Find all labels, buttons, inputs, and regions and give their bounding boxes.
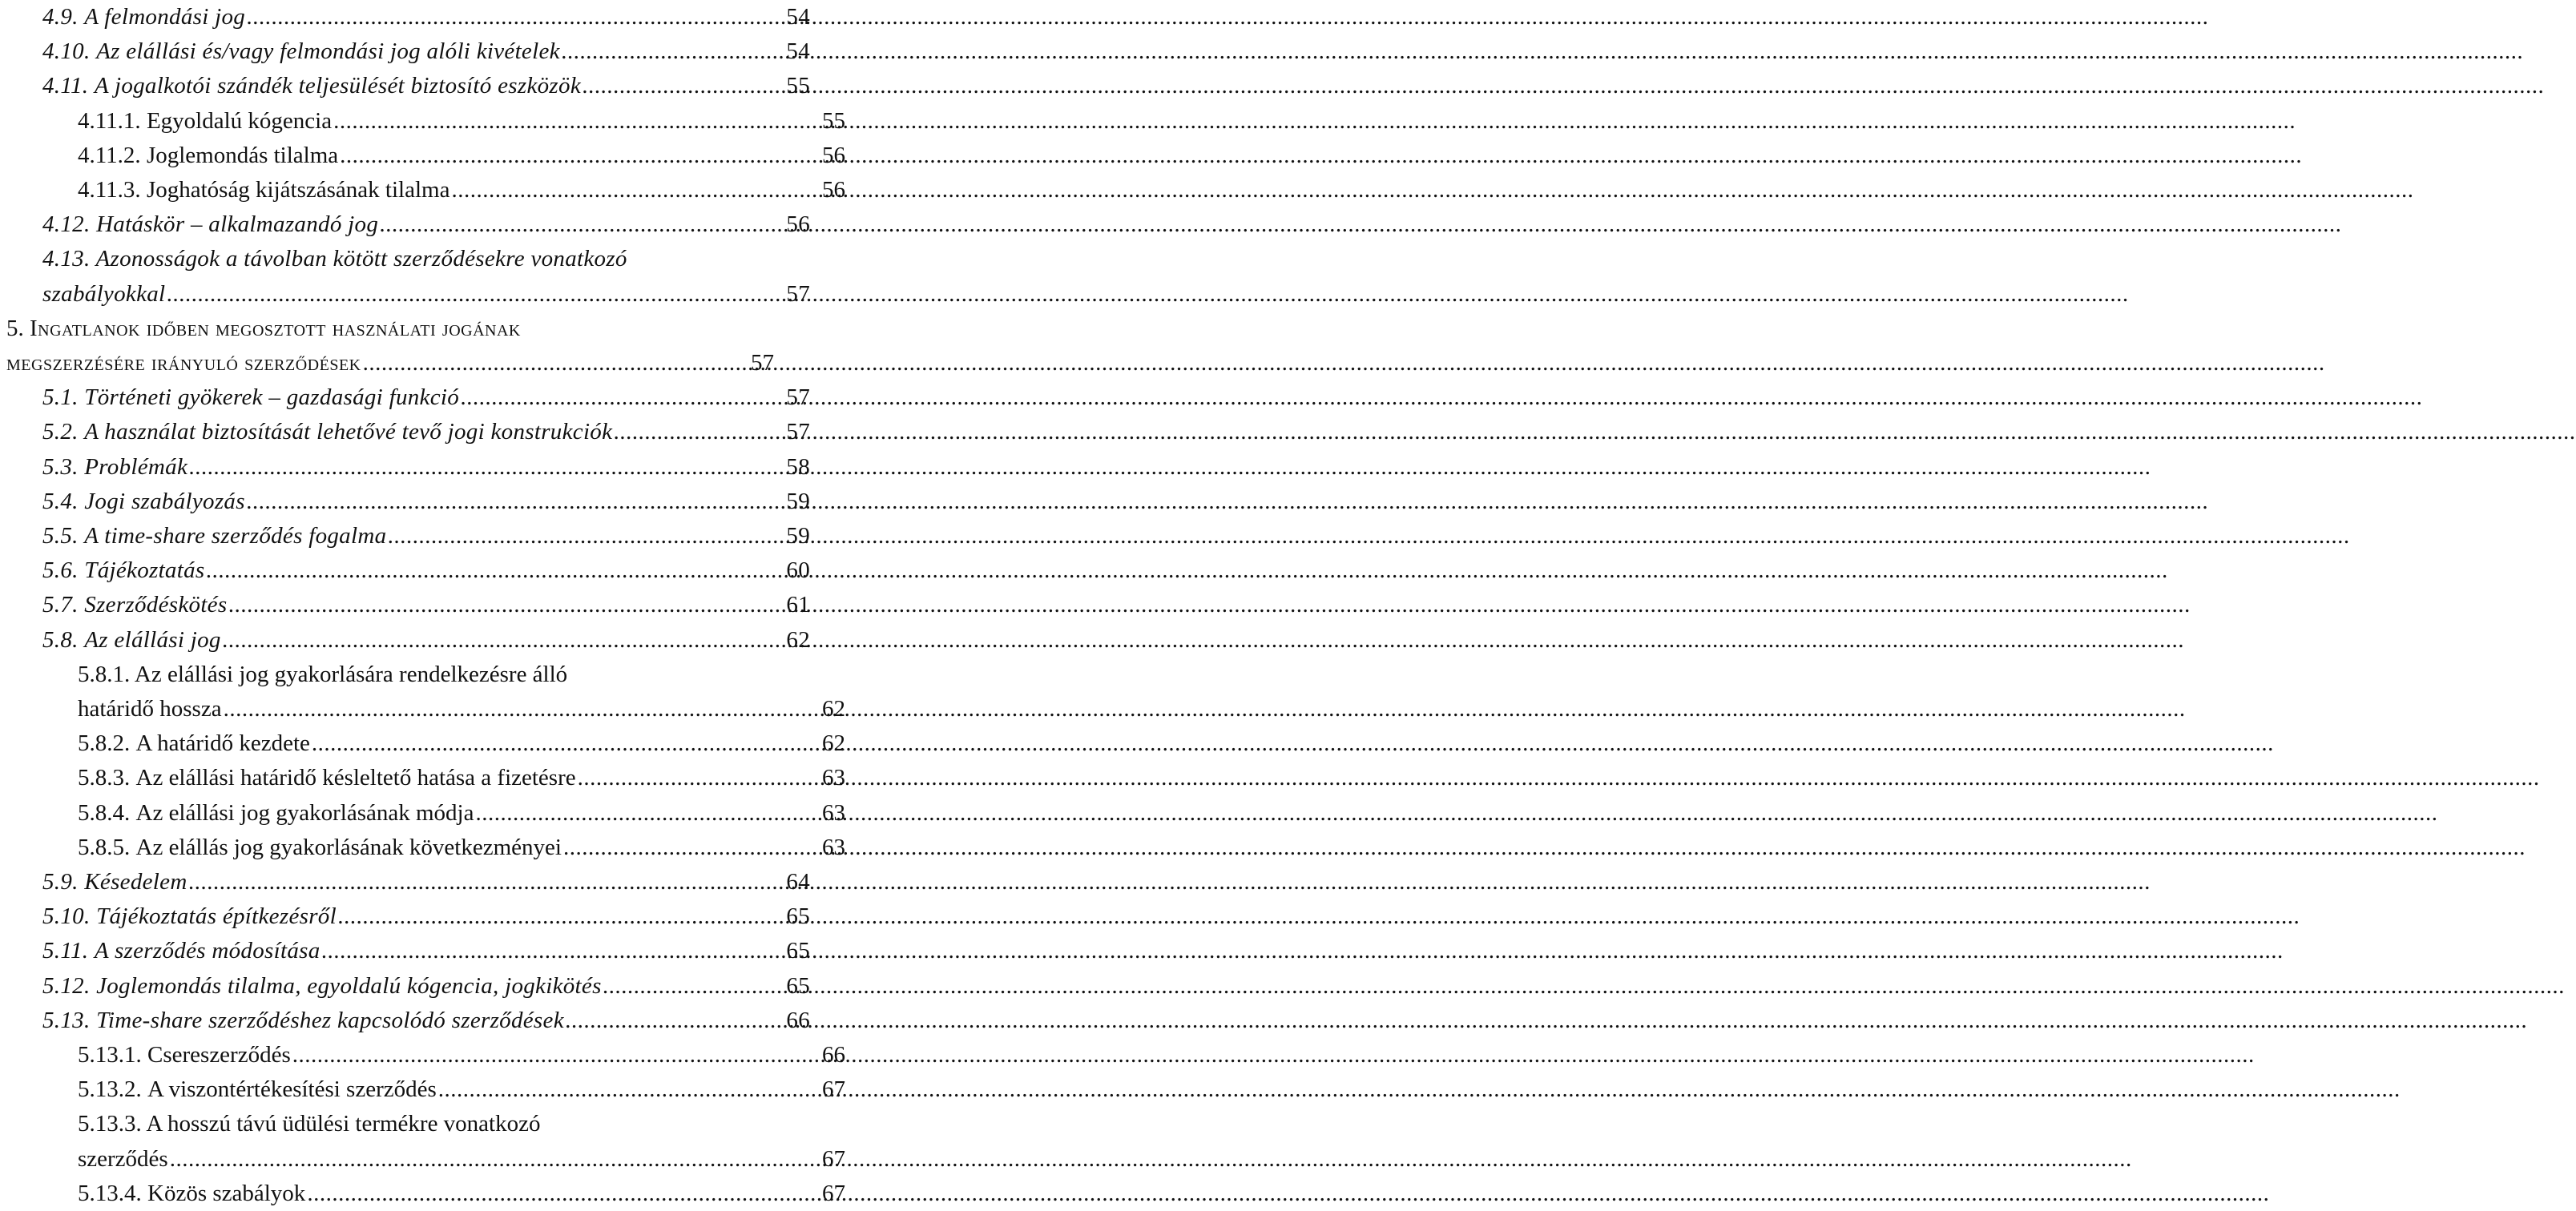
toc-leader-dots <box>168 1142 822 1177</box>
toc-entry-number: 4.11.3. <box>78 177 141 203</box>
toc-entry[interactable] <box>0 415 810 449</box>
toc-entry-title: Time-share szerződéshez kapcsolódó szerződések <box>96 1007 564 1033</box>
toc-entry-title: Szerződéskötés <box>84 592 228 618</box>
toc-page-number: 67 <box>822 1076 845 1103</box>
toc-page-number: 65 <box>786 903 810 930</box>
toc-entry-title: Tájékoztatás <box>84 557 205 584</box>
toc-leader-dots <box>474 796 822 831</box>
toc-entry[interactable] <box>0 0 810 34</box>
toc-entry-title: Joghatóság kijátszásának tilalma <box>146 177 450 203</box>
toc-leader-dots <box>612 415 786 449</box>
toc-entry-number: 5.5. <box>42 523 79 549</box>
toc-entry[interactable] <box>0 104 845 139</box>
toc-page-number: 63 <box>822 765 845 791</box>
toc-entry-title: A felmondási jog <box>84 4 246 30</box>
toc-entry[interactable] <box>0 1038 845 1072</box>
toc-entry-title: Közös szabályok <box>147 1180 306 1206</box>
toc-entry-title: Problémák <box>84 453 188 480</box>
toc-page-number: 65 <box>786 938 810 964</box>
toc-entry-number: 5.13.2. <box>78 1076 142 1103</box>
toc-entry[interactable] <box>0 899 810 934</box>
toc-entry[interactable] <box>0 831 845 865</box>
toc-page-number: 59 <box>786 488 810 514</box>
toc-page-number: 63 <box>822 834 845 860</box>
toc-entry[interactable] <box>0 623 810 658</box>
toc-page-number: 56 <box>786 211 810 238</box>
toc-entry-number: 5.1. <box>42 384 79 411</box>
toc-entry-title: A szerződés módosítása <box>94 938 320 964</box>
toc-entry-title: A határidő kezdete <box>135 730 310 757</box>
toc-page-number: 56 <box>822 177 845 203</box>
toc-leader-dots <box>187 450 786 485</box>
toc-entry-title: A hosszú távú üdülési termékre vonatkozó <box>146 1111 541 1137</box>
toc-leader-dots <box>245 0 786 34</box>
toc-leader-dots <box>602 969 787 1004</box>
toc-leader-dots <box>310 726 822 761</box>
toc-entry-number: 4.12. <box>42 211 91 238</box>
toc-page-number: 61 <box>786 592 810 618</box>
toc-entry-title-continued: szabályokkal <box>42 280 166 307</box>
toc-page-number: 58 <box>786 453 810 480</box>
toc-entry[interactable] <box>0 380 810 415</box>
toc-leader-dots <box>320 934 787 968</box>
toc-entry-number: 5.8.4. <box>78 799 131 826</box>
toc-entry-title-continued: határidő hossza <box>78 696 222 722</box>
toc-page-number: 55 <box>786 73 810 99</box>
toc-entry[interactable] <box>0 1072 845 1107</box>
toc-page-number: 57 <box>786 280 810 307</box>
toc-entry-title: Az elállási és/vagy felmondási jog alóli kivételek <box>96 38 560 65</box>
toc-leader-dots <box>437 1072 822 1107</box>
toc-entry-number: 5.13.4. <box>78 1180 142 1206</box>
toc-entry[interactable] <box>0 69 810 103</box>
toc-leader-dots <box>562 831 822 865</box>
toc-entry-number: 5.2. <box>42 419 79 445</box>
toc-entry-continuation[interactable] <box>0 1142 845 1177</box>
toc-entry[interactable] <box>0 485 810 519</box>
toc-entry-line <box>0 1107 541 1141</box>
toc-entry-number: 5.3. <box>42 453 79 480</box>
toc-page-number: 57 <box>786 419 810 445</box>
toc-entry-line <box>0 312 521 346</box>
toc-leader-dots <box>378 207 786 242</box>
toc-page-number: 63 <box>822 799 845 826</box>
toc-entry-title: A viszontértékesítési szerződés <box>147 1076 437 1103</box>
toc-entry[interactable] <box>0 553 810 588</box>
toc-entry-title: Azonosságok a távolban kötött szerződésekre vonatkozó <box>95 246 627 272</box>
toc-leader-dots <box>305 1177 822 1211</box>
toc-leader-dots <box>227 588 786 622</box>
toc-entry[interactable] <box>0 207 810 242</box>
toc-entry-continuation[interactable] <box>0 692 845 726</box>
toc-entry-number: 5.13.3. <box>78 1111 147 1137</box>
toc-entry-number: 5.13.1. <box>78 1042 142 1068</box>
toc-entry-title: Ingatlanok időben megosztott használati jogának <box>30 315 521 341</box>
toc-entry[interactable] <box>0 796 845 831</box>
toc-entry-title-continued: szerződés <box>78 1145 168 1172</box>
toc-entry[interactable] <box>0 173 845 207</box>
toc-leader-dots <box>332 104 822 139</box>
toc-entry-number: 4.9. <box>42 4 79 30</box>
toc-entry-number: 5.12. <box>42 972 91 999</box>
toc-page-number: 56 <box>822 142 845 168</box>
toc-entry[interactable] <box>0 726 845 761</box>
toc-entry-number: 5. <box>6 315 30 341</box>
toc-page-number: 54 <box>786 4 810 30</box>
toc-entry-title: Hatáskör – alkalmazandó jog <box>96 211 379 238</box>
toc-entry-title: Az elállás jog gyakorlásának következményei <box>135 834 562 860</box>
toc-entry-number: 4.10. <box>42 38 91 65</box>
toc-page-number: 62 <box>822 730 845 757</box>
toc-leader-dots <box>564 1004 787 1038</box>
toc-entry-title: A jogalkotói szándék teljesülését biztosító eszközök <box>94 73 581 99</box>
toc-entry-number: 5.7. <box>42 592 79 618</box>
toc-entry-title: Az elállási jog <box>84 626 221 653</box>
toc-entry-title: A használat biztosítását lehetővé tevő jogi konstrukciók <box>84 419 613 445</box>
toc-entry[interactable] <box>0 969 810 1004</box>
toc-page-number: 66 <box>786 1007 810 1033</box>
toc-entry-number: 5.8. <box>42 626 79 653</box>
toc-entry-number: 4.11.2. <box>78 142 141 168</box>
toc-leader-dots <box>245 485 787 519</box>
toc-entry-title: Történeti gyökerek – gazdasági funkció <box>84 384 460 411</box>
toc-entry-number: 4.13. <box>42 246 96 272</box>
toc-page-number: 54 <box>786 38 810 65</box>
toc-entry-number: 5.11. <box>42 938 89 964</box>
toc-entry-number: 5.8.1. <box>78 661 135 687</box>
toc-page-number: 57 <box>786 384 810 411</box>
toc-leader-dots <box>338 139 822 173</box>
toc-entry-number: 5.8.3. <box>78 765 131 791</box>
toc-leader-dots <box>560 34 787 69</box>
toc-page-number: 67 <box>822 1145 845 1172</box>
toc-entry[interactable] <box>0 519 810 553</box>
toc-entry-title: Joglemondás tilalma, egyoldalú kógencia, jogkikötés <box>96 972 602 999</box>
toc-entry[interactable] <box>0 865 810 899</box>
toc-entry-title: Tájékoztatás építkezésről <box>96 903 337 930</box>
toc-page-number: 65 <box>786 972 810 999</box>
toc-entry[interactable] <box>0 450 810 485</box>
toc-page-number: 60 <box>786 557 810 584</box>
toc-leader-dots <box>222 692 822 726</box>
toc-entry-number: 5.4. <box>42 488 79 514</box>
toc-leader-dots <box>337 899 786 934</box>
toc-entry-number: 5.10. <box>42 903 91 930</box>
toc-leader-dots <box>449 173 822 207</box>
toc-entry-title: A time-share szerződés fogalma <box>84 523 387 549</box>
toc-entry-number: 5.8.2. <box>78 730 131 757</box>
toc-entry[interactable] <box>0 34 810 69</box>
toc-page-number: 59 <box>786 523 810 549</box>
toc-entry-continuation[interactable] <box>0 277 810 312</box>
toc-entry-number: 4.11.1. <box>78 107 141 134</box>
toc-entry-title: Az elállási jog gyakorlására rendelkezésre álló <box>134 661 568 687</box>
toc-leader-dots <box>576 761 822 795</box>
toc-entry[interactable] <box>0 588 810 622</box>
toc-entry-number: 5.13. <box>42 1007 91 1033</box>
toc-leader-dots <box>291 1038 822 1072</box>
toc-entry-title: Jogi szabályozás <box>84 488 245 514</box>
toc-entry-title: Egyoldalú kógencia <box>146 107 333 134</box>
toc-entry-title-continued: megszerzésére irányuló szerződések <box>6 350 361 376</box>
toc-leader-dots <box>581 69 786 103</box>
toc-entry-title: Joglemondás tilalma <box>146 142 339 168</box>
toc-entry-title: Késedelem <box>84 869 187 895</box>
toc-entry-title: Az elállási jog gyakorlásának módja <box>135 799 474 826</box>
toc-entry-number: 5.9. <box>42 869 79 895</box>
toc-page-number: 66 <box>822 1042 845 1068</box>
toc-leader-dots <box>386 519 786 553</box>
toc-entry-number: 5.8.5. <box>78 834 131 860</box>
toc-leader-dots <box>187 865 787 899</box>
toc-entry-number: 4.11. <box>42 73 89 99</box>
toc-entry[interactable] <box>0 934 810 968</box>
toc-entry-continuation[interactable] <box>0 346 774 380</box>
toc-entry-title: Csereszerződés <box>147 1042 291 1068</box>
toc-leader-dots <box>459 380 786 415</box>
toc-entry-number: 5.6. <box>42 557 79 584</box>
toc-leader-dots <box>361 346 751 380</box>
toc-entry[interactable] <box>0 139 845 173</box>
toc-page-number: 62 <box>822 696 845 722</box>
toc-entry-line <box>0 242 627 276</box>
toc-page-number: 55 <box>822 107 845 134</box>
toc-page-number: 62 <box>786 626 810 653</box>
toc-entry-line <box>0 658 567 692</box>
toc-entry[interactable] <box>0 1004 810 1038</box>
toc-page-number: 57 <box>751 350 774 376</box>
toc-entry[interactable] <box>0 761 845 795</box>
toc-entry-title: Az elállási határidő késleltető hatása a fizetésre <box>135 765 576 791</box>
toc-leader-dots <box>204 553 786 588</box>
toc-leader-dots <box>221 623 787 658</box>
toc-page-number: 67 <box>822 1180 845 1206</box>
toc-entry[interactable] <box>0 1177 845 1211</box>
toc-leader-dots <box>165 277 786 312</box>
toc-page-number: 64 <box>786 869 810 895</box>
